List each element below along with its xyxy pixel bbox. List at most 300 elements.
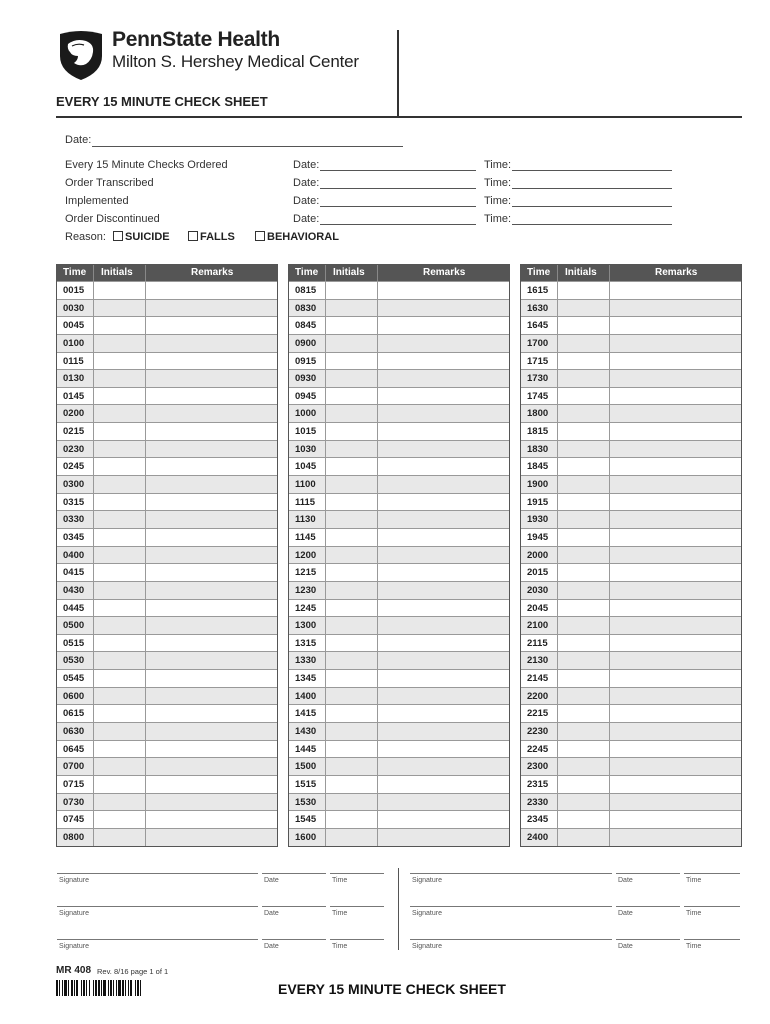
time-cell: 0030 (63, 302, 85, 314)
table-row (57, 563, 277, 581)
table-row (289, 563, 509, 581)
initials-cell[interactable] (93, 564, 94, 581)
initials-cell[interactable] (557, 723, 558, 740)
remarks-cell[interactable] (609, 423, 610, 440)
time-cell: 1130 (295, 514, 316, 526)
initials-cell[interactable] (325, 511, 326, 528)
table-row (521, 457, 741, 475)
initials-cell[interactable] (325, 652, 326, 669)
time-cell: 1400 (295, 690, 317, 702)
initials-cell[interactable] (325, 794, 326, 811)
time-cell: 0830 (295, 302, 317, 314)
remarks-cell[interactable] (145, 758, 146, 775)
time-cell: 1515 (295, 778, 317, 790)
time-cell: 1145 (295, 531, 316, 543)
remarks-cell[interactable] (145, 582, 146, 599)
initials-cell[interactable] (93, 423, 94, 440)
remarks-cell[interactable] (609, 317, 610, 334)
remarks-cell[interactable] (145, 494, 146, 511)
time-cell: 0245 (63, 461, 85, 473)
initials-cell[interactable] (557, 635, 558, 652)
table-row (57, 316, 277, 334)
remarks-cell[interactable] (609, 335, 610, 352)
signature-line[interactable] (410, 939, 612, 940)
table-row (289, 299, 509, 317)
time-cell: 0100 (63, 337, 85, 349)
remarks-cell[interactable] (377, 758, 378, 775)
remarks-cell[interactable] (377, 547, 378, 564)
remarks-cell[interactable] (377, 635, 378, 652)
signature-line[interactable] (57, 939, 258, 940)
order-row-date-label: Date: (293, 159, 320, 171)
initials-cell[interactable] (557, 370, 558, 387)
initials-cell[interactable] (325, 688, 326, 705)
time-cell: 1600 (295, 831, 317, 843)
initials-cell[interactable] (557, 494, 558, 511)
initials-cell[interactable] (93, 829, 94, 846)
remarks-cell[interactable] (145, 441, 146, 458)
remarks-cell[interactable] (377, 564, 378, 581)
signature-line[interactable] (410, 906, 612, 907)
initials-cell[interactable] (93, 670, 94, 687)
initials-cell[interactable] (93, 635, 94, 652)
initials-cell[interactable] (93, 317, 94, 334)
table-row (289, 828, 509, 846)
initials-cell[interactable] (557, 458, 558, 475)
table-row (521, 281, 741, 299)
initials-cell[interactable] (557, 423, 558, 440)
remarks-cell[interactable] (609, 300, 610, 317)
remarks-cell[interactable] (609, 741, 610, 758)
time-cell: 1700 (527, 337, 549, 349)
signature-date-line[interactable] (262, 939, 326, 940)
initials-cell[interactable] (557, 794, 558, 811)
reason-falls-checkbox[interactable]: FALLS (188, 231, 235, 243)
initials-cell[interactable] (93, 547, 94, 564)
time-cell: 0530 (63, 655, 85, 667)
remarks-cell[interactable] (609, 829, 610, 846)
initials-cell[interactable] (93, 723, 94, 740)
remarks-cell[interactable] (609, 776, 610, 793)
remarks-cell[interactable] (377, 794, 378, 811)
initials-cell[interactable] (93, 388, 94, 405)
remarks-cell[interactable] (609, 670, 610, 687)
remarks-cell[interactable] (145, 776, 146, 793)
remarks-cell[interactable] (377, 335, 378, 352)
remarks-cell[interactable] (145, 811, 146, 828)
order-row-time-field[interactable] (512, 188, 672, 189)
table-row (57, 634, 277, 652)
initials-cell[interactable] (557, 317, 558, 334)
header-remarks: Remarks (191, 267, 234, 278)
remarks-cell[interactable] (145, 829, 146, 846)
remarks-cell[interactable] (145, 529, 146, 546)
remarks-cell[interactable] (377, 829, 378, 846)
remarks-cell[interactable] (145, 670, 146, 687)
remarks-cell[interactable] (145, 388, 146, 405)
checkbox-icon (188, 231, 198, 241)
initials-cell[interactable] (557, 670, 558, 687)
remarks-cell[interactable] (377, 811, 378, 828)
time-cell: 2100 (527, 620, 549, 632)
remarks-cell[interactable] (609, 600, 610, 617)
remarks-cell[interactable] (609, 353, 610, 370)
initials-cell[interactable] (93, 405, 94, 422)
remarks-cell[interactable] (609, 441, 610, 458)
signature-time-line[interactable] (330, 873, 384, 874)
order-row-date-field[interactable] (320, 170, 476, 171)
time-cell: 0515 (63, 637, 85, 649)
order-row-date-label: Date: (293, 177, 320, 189)
initials-cell[interactable] (325, 600, 326, 617)
remarks-cell[interactable] (377, 529, 378, 546)
table-row (57, 352, 277, 370)
remarks-cell[interactable] (377, 458, 378, 475)
initials-cell[interactable] (93, 794, 94, 811)
remarks-cell[interactable] (609, 635, 610, 652)
remarks-cell[interactable] (609, 652, 610, 669)
date-field[interactable] (92, 146, 403, 147)
initials-cell[interactable] (325, 300, 326, 317)
table-row (289, 634, 509, 652)
initials-cell[interactable] (325, 529, 326, 546)
initials-cell[interactable] (93, 441, 94, 458)
initials-cell[interactable] (93, 582, 94, 599)
remarks-cell[interactable] (377, 476, 378, 493)
table-row (521, 634, 741, 652)
time-cell: 0715 (63, 778, 85, 790)
initials-cell[interactable] (557, 405, 558, 422)
remarks-cell[interactable] (609, 582, 610, 599)
signature-time-line[interactable] (330, 906, 384, 907)
time-cell: 1500 (295, 761, 317, 773)
signature-date-line[interactable] (616, 939, 680, 940)
remarks-cell[interactable] (145, 405, 146, 422)
time-cell: 0415 (63, 567, 85, 579)
table-row (521, 369, 741, 387)
initials-cell[interactable] (93, 811, 94, 828)
signature-date-line[interactable] (616, 873, 680, 874)
signature-date-line[interactable] (262, 906, 326, 907)
remarks-cell[interactable] (377, 705, 378, 722)
initials-cell[interactable] (557, 758, 558, 775)
initials-cell[interactable] (557, 582, 558, 599)
initials-cell[interactable] (93, 300, 94, 317)
signature-line[interactable] (57, 906, 258, 907)
remarks-cell[interactable] (145, 335, 146, 352)
remarks-cell[interactable] (609, 458, 610, 475)
time-cell: 1815 (527, 426, 549, 438)
initials-cell[interactable] (93, 370, 94, 387)
remarks-cell[interactable] (377, 582, 378, 599)
initials-cell[interactable] (325, 388, 326, 405)
remarks-cell[interactable] (609, 476, 610, 493)
table-row (57, 334, 277, 352)
initials-cell[interactable] (557, 564, 558, 581)
initials-cell[interactable] (93, 617, 94, 634)
table-row (289, 704, 509, 722)
initials-cell[interactable] (93, 335, 94, 352)
remarks-cell[interactable] (609, 794, 610, 811)
table-row (289, 475, 509, 493)
order-row-time-field[interactable] (512, 206, 672, 207)
remarks-cell[interactable] (609, 511, 610, 528)
time-cell: 1115 (295, 496, 316, 508)
signature-time-line[interactable] (330, 939, 384, 940)
remarks-cell[interactable] (377, 423, 378, 440)
initials-cell[interactable] (93, 705, 94, 722)
initials-cell[interactable] (557, 388, 558, 405)
initials-cell[interactable] (557, 811, 558, 828)
initials-cell[interactable] (93, 758, 94, 775)
initials-cell[interactable] (325, 617, 326, 634)
time-cell: 1630 (527, 302, 549, 314)
remarks-cell[interactable] (145, 688, 146, 705)
initials-cell[interactable] (325, 353, 326, 370)
remarks-cell[interactable] (145, 458, 146, 475)
remarks-cell[interactable] (377, 317, 378, 334)
signature-time-line[interactable] (684, 873, 740, 874)
initials-cell[interactable] (325, 776, 326, 793)
initials-cell[interactable] (93, 529, 94, 546)
initials-cell[interactable] (557, 705, 558, 722)
initials-cell[interactable] (557, 511, 558, 528)
remarks-cell[interactable] (145, 300, 146, 317)
table-row (521, 616, 741, 634)
remarks-cell[interactable] (145, 564, 146, 581)
remarks-cell[interactable] (145, 423, 146, 440)
initials-cell[interactable] (93, 282, 94, 299)
remarks-cell[interactable] (145, 476, 146, 493)
initials-cell[interactable] (93, 776, 94, 793)
initials-cell[interactable] (557, 335, 558, 352)
signature-line[interactable] (410, 873, 612, 874)
initials-cell[interactable] (93, 476, 94, 493)
table-row (289, 369, 509, 387)
initials-cell[interactable] (557, 300, 558, 317)
order-row-time-field[interactable] (512, 170, 672, 171)
remarks-cell[interactable] (609, 370, 610, 387)
initials-cell[interactable] (557, 688, 558, 705)
reason-behavioral-checkbox[interactable]: BEHAVIORAL (255, 231, 339, 243)
signature-date-line[interactable] (616, 906, 680, 907)
order-row-time-field[interactable] (512, 224, 672, 225)
remarks-cell[interactable] (377, 370, 378, 387)
time-cell: 1745 (527, 390, 549, 402)
table-header (521, 265, 741, 281)
initials-cell[interactable] (325, 582, 326, 599)
remarks-cell[interactable] (145, 635, 146, 652)
table-row (289, 387, 509, 405)
order-row-date-field[interactable] (320, 224, 476, 225)
initials-cell[interactable] (93, 741, 94, 758)
table-row (57, 651, 277, 669)
initials-cell[interactable] (325, 811, 326, 828)
initials-cell[interactable] (325, 335, 326, 352)
remarks-cell[interactable] (145, 511, 146, 528)
initials-cell[interactable] (325, 405, 326, 422)
initials-cell[interactable] (93, 688, 94, 705)
signature-time-line[interactable] (684, 939, 740, 940)
initials-cell[interactable] (325, 705, 326, 722)
remarks-cell[interactable] (145, 370, 146, 387)
remarks-cell[interactable] (377, 353, 378, 370)
remarks-cell[interactable] (377, 652, 378, 669)
time-cell: 2400 (527, 831, 549, 843)
table-row (521, 528, 741, 546)
remarks-cell[interactable] (145, 723, 146, 740)
initials-cell[interactable] (557, 741, 558, 758)
remarks-cell[interactable] (377, 494, 378, 511)
remarks-cell[interactable] (377, 441, 378, 458)
initials-cell[interactable] (325, 441, 326, 458)
initials-cell[interactable] (325, 723, 326, 740)
table-row (289, 440, 509, 458)
initials-cell[interactable] (325, 564, 326, 581)
initials-cell[interactable] (557, 529, 558, 546)
initials-cell[interactable] (325, 547, 326, 564)
time-cell: 0745 (63, 814, 85, 826)
remarks-cell[interactable] (609, 494, 610, 511)
remarks-cell[interactable] (145, 282, 146, 299)
nittany-lion-shield-icon (58, 30, 104, 80)
initials-cell[interactable] (93, 353, 94, 370)
remarks-cell[interactable] (145, 353, 146, 370)
time-cell: 1800 (527, 408, 549, 420)
check-table (520, 264, 742, 847)
order-row-date-field[interactable] (320, 188, 476, 189)
remarks-cell[interactable] (609, 564, 610, 581)
signature-time-line[interactable] (684, 906, 740, 907)
remarks-cell[interactable] (145, 652, 146, 669)
time-cell: 1845 (527, 461, 549, 473)
initials-cell[interactable] (557, 617, 558, 634)
time-cell: 0230 (63, 443, 85, 455)
initials-cell[interactable] (325, 476, 326, 493)
table-row (289, 740, 509, 758)
time-cell: 0130 (63, 373, 85, 385)
initials-cell[interactable] (325, 494, 326, 511)
remarks-cell[interactable] (377, 600, 378, 617)
table-row (57, 528, 277, 546)
remarks-cell[interactable] (377, 300, 378, 317)
remarks-cell[interactable] (609, 811, 610, 828)
initials-cell[interactable] (93, 494, 94, 511)
initials-cell[interactable] (325, 741, 326, 758)
form-number: MR 408 (56, 965, 92, 976)
remarks-cell[interactable] (145, 617, 146, 634)
table-row (289, 793, 509, 811)
remarks-cell[interactable] (609, 547, 610, 564)
initials-cell[interactable] (325, 370, 326, 387)
initials-cell[interactable] (325, 282, 326, 299)
time-cell: 0500 (63, 620, 85, 632)
remarks-cell[interactable] (609, 529, 610, 546)
remarks-cell[interactable] (145, 794, 146, 811)
initials-cell[interactable] (325, 829, 326, 846)
remarks-cell[interactable] (377, 511, 378, 528)
initials-cell[interactable] (557, 600, 558, 617)
remarks-cell[interactable] (377, 741, 378, 758)
remarks-cell[interactable] (377, 282, 378, 299)
remarks-cell[interactable] (609, 282, 610, 299)
remarks-cell[interactable] (377, 617, 378, 634)
initials-cell[interactable] (93, 652, 94, 669)
time-cell: 1345 (295, 673, 317, 685)
initials-cell[interactable] (557, 652, 558, 669)
initials-cell[interactable] (557, 282, 558, 299)
table-row (57, 616, 277, 634)
table-row (521, 599, 741, 617)
initials-cell[interactable] (93, 511, 94, 528)
table-row (289, 669, 509, 687)
table-row (289, 599, 509, 617)
table-row (57, 740, 277, 758)
initials-cell[interactable] (325, 635, 326, 652)
table-row (521, 493, 741, 511)
time-cell: 1015 (295, 426, 317, 438)
table-row (521, 510, 741, 528)
remarks-cell[interactable] (609, 688, 610, 705)
table-row (521, 440, 741, 458)
initials-cell[interactable] (325, 670, 326, 687)
time-cell: 0930 (295, 373, 317, 385)
initials-cell[interactable] (325, 758, 326, 775)
remarks-cell[interactable] (145, 547, 146, 564)
table-row (521, 810, 741, 828)
remarks-cell[interactable] (609, 617, 610, 634)
remarks-cell[interactable] (609, 758, 610, 775)
remarks-cell[interactable] (609, 405, 610, 422)
initials-cell[interactable] (325, 423, 326, 440)
remarks-cell[interactable] (377, 388, 378, 405)
remarks-cell[interactable] (145, 317, 146, 334)
initials-cell[interactable] (557, 776, 558, 793)
time-cell: 2015 (527, 567, 549, 579)
initials-cell[interactable] (557, 829, 558, 846)
remarks-cell[interactable] (609, 388, 610, 405)
signature-date-line[interactable] (262, 873, 326, 874)
check-table (56, 264, 278, 847)
initials-cell[interactable] (557, 547, 558, 564)
remarks-cell[interactable] (377, 405, 378, 422)
remarks-cell[interactable] (145, 600, 146, 617)
remarks-cell[interactable] (377, 670, 378, 687)
initials-cell[interactable] (557, 476, 558, 493)
initials-cell[interactable] (557, 441, 558, 458)
signature-time-label: Time (686, 877, 702, 884)
remarks-cell[interactable] (377, 688, 378, 705)
remarks-cell[interactable] (377, 776, 378, 793)
header-initials: Initials (565, 267, 597, 278)
remarks-cell[interactable] (609, 723, 610, 740)
signature-line[interactable] (57, 873, 258, 874)
remarks-cell[interactable] (145, 741, 146, 758)
order-row-date-field[interactable] (320, 206, 476, 207)
initials-cell[interactable] (325, 317, 326, 334)
order-row-time-label: Time: (484, 159, 512, 171)
initials-cell[interactable] (325, 458, 326, 475)
initials-cell[interactable] (557, 353, 558, 370)
remarks-cell[interactable] (377, 723, 378, 740)
time-cell: 1315 (295, 637, 317, 649)
initials-cell[interactable] (93, 600, 94, 617)
header-time: Time (527, 267, 551, 278)
reason-suicide-checkbox[interactable]: SUICIDE (113, 231, 170, 243)
remarks-cell[interactable] (609, 705, 610, 722)
initials-cell[interactable] (93, 458, 94, 475)
remarks-cell[interactable] (145, 705, 146, 722)
